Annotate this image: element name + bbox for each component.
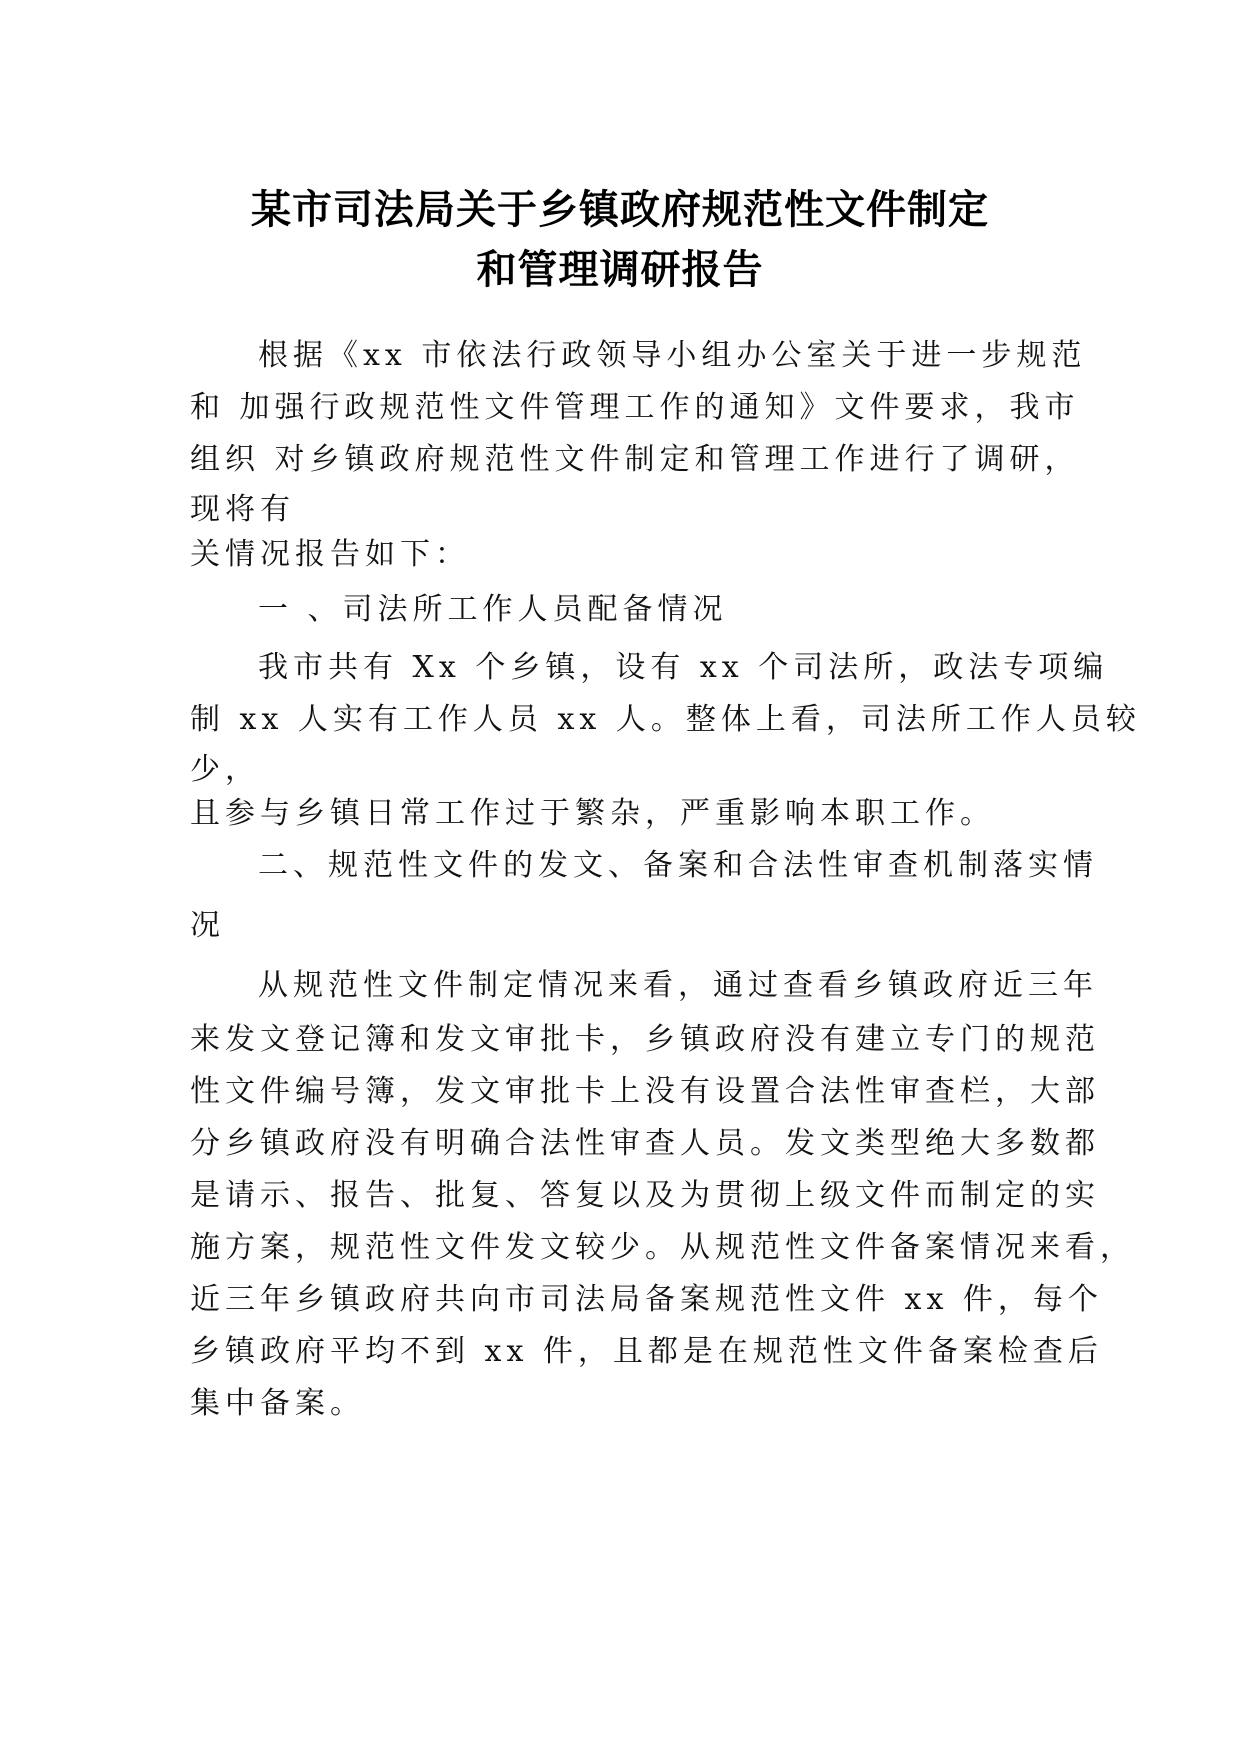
- paragraph-line: 分乡镇政府没有明确合法性审查人员。发文类型绝大多数都: [190, 1126, 1100, 1161]
- paragraph-line: 乡镇政府平均不到 xx 件，且都是在规范性文件备案检查后: [190, 1334, 1103, 1369]
- paragraph-line: 来发文登记簿和发文审批卡，乡镇政府没有建立专门的规范: [190, 1022, 1100, 1057]
- document-title-line-2: 和管理调研报告: [476, 247, 764, 293]
- paragraph-line: 关情况报告如下：: [190, 537, 470, 572]
- paragraph-line: 且参与乡镇日常工作过于繁杂，严重影响本职工作。: [190, 796, 995, 831]
- section-heading-2: 二、规范性文件的发文、备案和合法性审查机制落实情: [258, 848, 1098, 883]
- paragraph-line: 性文件编号簿，发文审批卡上没有设置合法性审查栏，大部: [190, 1074, 1100, 1109]
- paragraph-line: 从规范性文件制定情况来看，通过查看乡镇政府近三年: [258, 968, 1098, 1003]
- paragraph-line: 集中备案。: [190, 1386, 365, 1421]
- paragraph-line: 和 加强行政规范性文件管理工作的通知》文件要求，我市: [190, 390, 1080, 425]
- paragraph-line: 根据《xx 市依法行政领导小组办公室关于进一步规范: [258, 338, 1087, 373]
- document-title-line-1: 某市司法局关于乡镇政府规范性文件制定: [251, 187, 989, 233]
- section-heading-2-cont: 况: [190, 908, 225, 943]
- paragraph-line: 组织 对乡镇政府规范性文件制定和管理工作进行了调研，: [190, 442, 1080, 477]
- paragraph-line: 制 xx 人实有工作人员 xx 人。整体上看，司法所工作人员较: [190, 702, 1141, 737]
- paragraph-line: 近三年乡镇政府共向市司法局备案规范性文件 xx 件，每个: [190, 1282, 1103, 1317]
- paragraph-line: 现将有: [190, 492, 295, 527]
- section-heading-1: 一 、司法所工作人员配备情况: [258, 592, 728, 627]
- paragraph-line: 少，: [190, 752, 260, 787]
- paragraph-line: 是请示、报告、批复、答复以及为贯彻上级文件而制定的实: [190, 1178, 1100, 1213]
- paragraph-line: 施方案，规范性文件发文较少。从规范性文件备案情况来看，: [190, 1230, 1135, 1265]
- paragraph-line: 我市共有 Xx 个乡镇，设有 xx 个司法所，政法专项编: [258, 650, 1109, 685]
